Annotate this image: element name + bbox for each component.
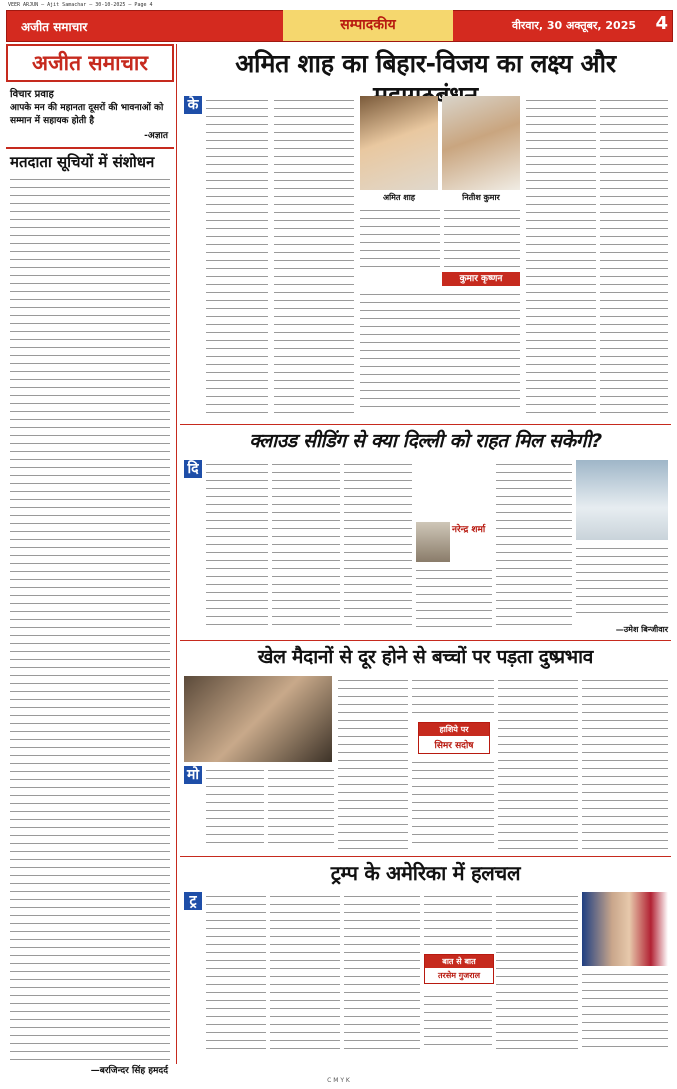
trump-article [180,858,671,1058]
page-header-bar [6,10,673,42]
author-box-label-trump: बात से बात [425,955,493,968]
left-article-byline: —बरजिन्दर सिंह हमदर्द [90,1066,168,1076]
trump-article-col4 [424,892,492,950]
trump-article-col3 [344,892,420,1052]
author-box-name: सिमर सदोष [434,741,474,751]
author-name-narendra: नरेन्द्र शर्मा [452,525,486,535]
header-page-number: 4 [655,13,668,34]
cloud-article-col2 [272,460,340,632]
cloud-article-col4 [416,566,492,632]
cloud-article-col1 [206,460,268,632]
trump-article-dropcap: ट्र [184,892,202,910]
playground-article-headline: खेल मैदानों से दूर होने से बच्चों पर पड़ता दुष्प्रभाव [257,646,594,668]
author-box-name-trump: तरसेम गुजराल [437,971,481,980]
masthead: अजीत समाचार [6,44,174,82]
cloud-article-col3 [344,460,412,632]
author-box-tarsem [424,954,494,984]
trump-article-col2 [270,892,340,1052]
cloud-article-col5 [496,460,572,632]
trump-article-col1 [206,892,266,1052]
cloud-article-headline: क्लाउड सीडिंग से क्या दिल्ली को राहत मिल सकेगी? [249,430,602,452]
trump-article-col7 [582,970,668,1052]
playground-article-col7 [582,676,668,850]
child-phone-photo [184,676,332,762]
thought-label: विचार प्रवाह [10,89,54,100]
cloud-article-col6 [576,544,668,620]
trump-article-col5 [424,992,492,1052]
author-photo-narendra [416,522,450,562]
cloud-article-dropcap: दि [184,460,202,478]
playground-article-col1 [206,766,264,850]
thought-quote: आपके मन की महानता दूसरों की भावनाओं को सम्मान में सहायक होती है [10,103,164,126]
caption-nitish-kumar: नितीश कुमार [462,193,500,202]
bihar-article-col3 [360,206,440,268]
print-footer: C M Y K [327,1077,350,1084]
aircraft-cloud-image [576,460,668,540]
header-date: वीरवार, 30 अक्तूबर, 2025 [511,19,636,32]
header-section-name: अजीत समाचार [21,20,88,34]
cloud-article-end-byline: —उमेश बिन्जीवार [615,625,668,634]
cloud-seeding-article [180,426,671,641]
bihar-article-col1 [206,96,268,414]
bihar-article [180,44,671,425]
photo-nitish-kumar [442,96,520,190]
playground-article-col6 [498,676,578,850]
photo-amit-shah [360,96,438,190]
left-article-body [10,175,170,1063]
caption-amit-shah: अमित शाह [382,193,416,202]
left-article-headline: मतदाता सूचियों में संशोधन [6,147,174,175]
playground-article-col2 [268,766,334,850]
author-box-bihar: कुमार कृष्णन [442,272,520,286]
bihar-article-col7 [600,96,668,414]
bihar-article-col5 [360,290,520,414]
print-slug: VEER ARJUN — Ajit Samachar — 30-10-2025 — Page 4 [8,2,153,8]
trump-article-headline: ट्रम्प के अमेरिका में हलचल [330,861,521,885]
playground-article-dropcap: मो [184,766,202,784]
playground-article-col4 [412,676,494,720]
author-box-label: हाशिये पर [419,723,489,736]
column-divider [176,44,177,1064]
playground-article-col5 [412,758,494,850]
trump-article-col6 [496,892,578,1052]
thought-author: -अज्ञात [144,131,168,141]
trump-photo [582,892,668,966]
author-box-simar [418,722,490,754]
playground-article-col3 [338,676,408,850]
playground-article [180,642,671,857]
header-editorial-label: सम्पादकीय [283,10,453,41]
bihar-article-col2 [274,96,354,414]
bihar-article-dropcap: के [184,96,202,114]
bihar-article-col6 [526,96,596,414]
left-column [6,44,174,1076]
bihar-article-headline: अमित शाह का बिहार-विजय का लक्ष्य और [235,49,616,78]
bihar-article-col4 [444,206,520,268]
